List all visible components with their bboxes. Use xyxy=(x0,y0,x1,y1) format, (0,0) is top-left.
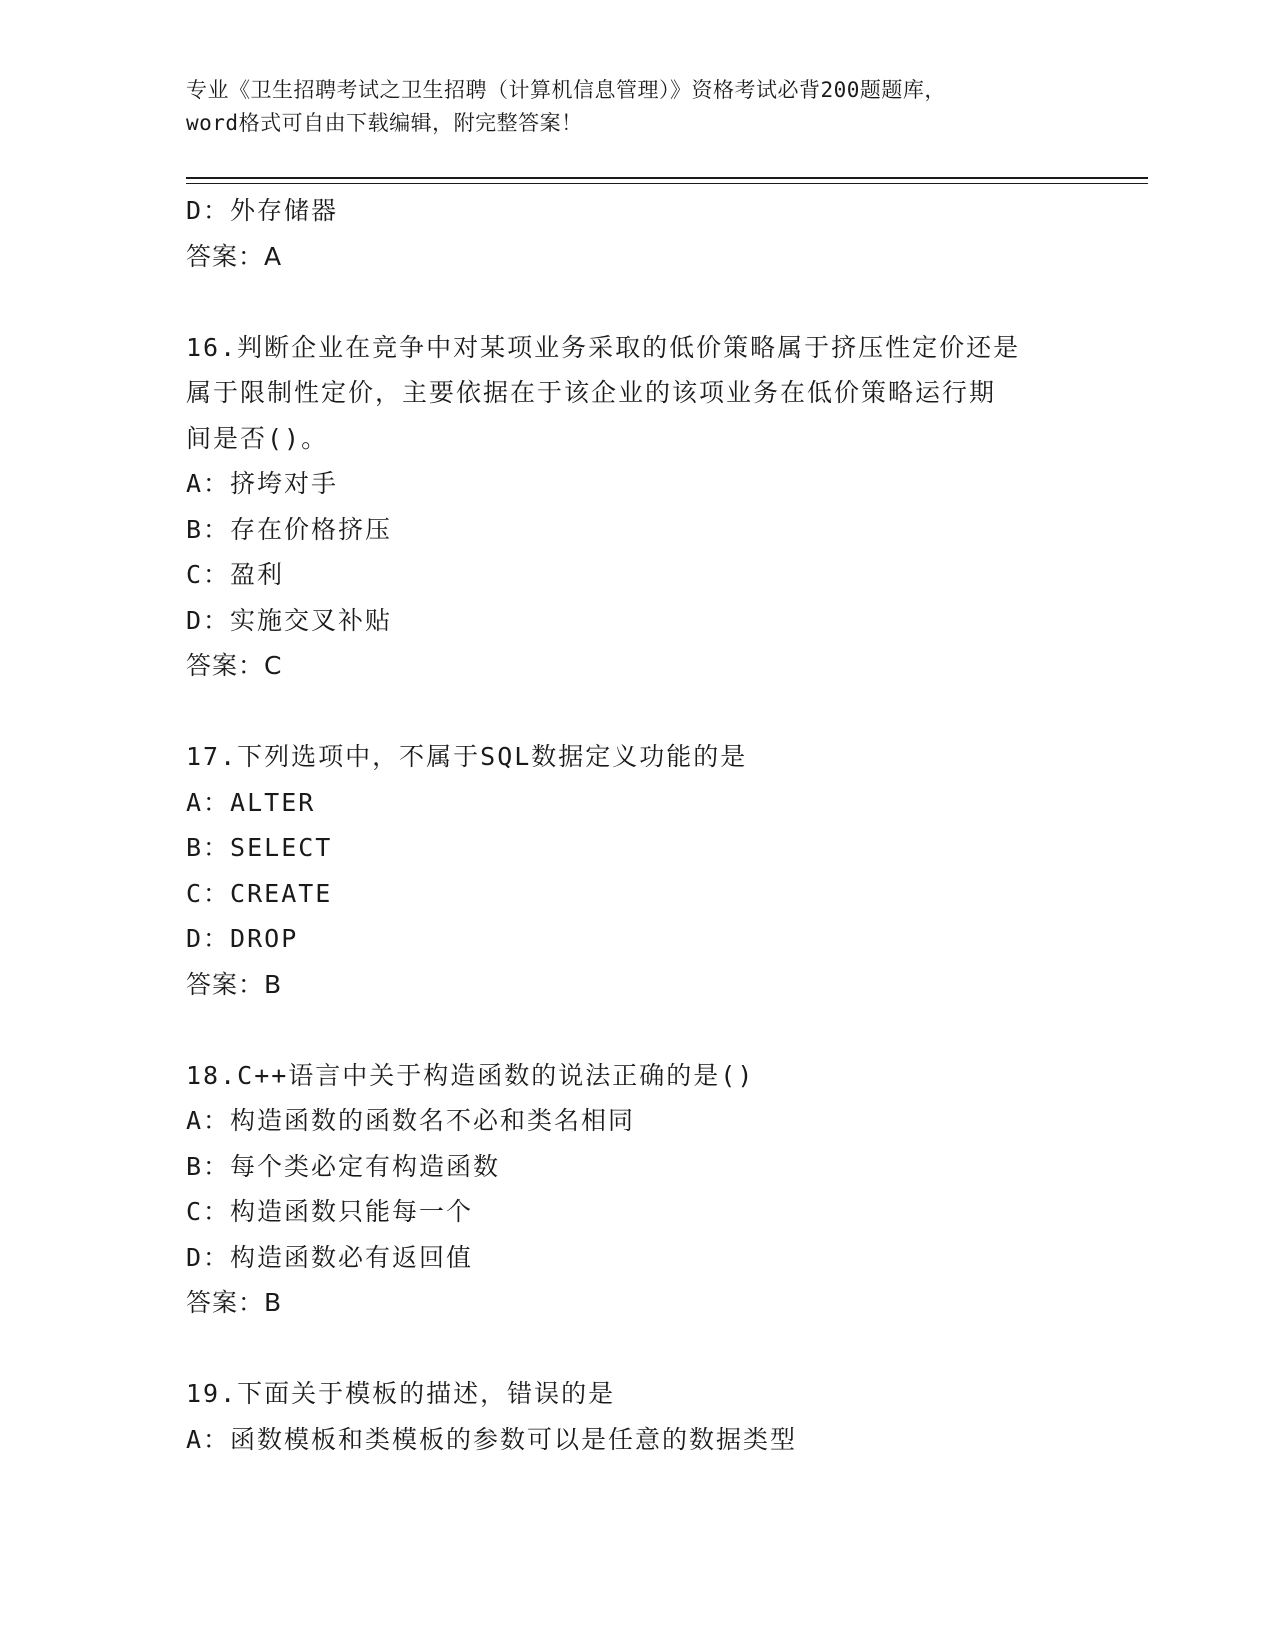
spacer xyxy=(186,279,1086,325)
answer-line: 答案：A xyxy=(186,241,283,271)
option-c: C：盈利 xyxy=(186,560,285,589)
option-c: C：构造函数只能每一个 xyxy=(186,1197,474,1226)
answer-line: 答案：C xyxy=(186,651,283,680)
question-16 xyxy=(186,325,1086,689)
spacer xyxy=(186,689,1086,735)
option-d: D：构造函数必有返回值 xyxy=(186,1242,474,1272)
option-a: A：ALTER xyxy=(186,787,316,817)
question-stem-line: 16.判断企业在竞争中对某项业务采取的低价策略属于挤压性定价还是 xyxy=(186,332,1021,362)
question-stem-line: 17.下列选项中，不属于SQL数据定义功能的是 xyxy=(186,742,748,771)
option-a: A：函数模板和类模板的参数可以是任意的数据类型 xyxy=(186,1424,798,1454)
option-d: D：外存储器 xyxy=(186,196,339,225)
question-19 xyxy=(186,1371,1086,1462)
spacer xyxy=(186,1326,1086,1372)
question-stem-line: 属于限制性定价，主要依据在于该企业的该项业务在低价策略运行期 xyxy=(186,378,997,407)
answer-line: 答案：B xyxy=(186,969,283,999)
spacer xyxy=(186,1007,1086,1053)
option-a: A：挤垮对手 xyxy=(186,469,339,498)
question-stem-line: 19.下面关于模板的描述，错误的是 xyxy=(186,1379,616,1408)
header-divider-thin xyxy=(186,183,1148,184)
header-divider-thick xyxy=(186,177,1148,179)
option-a: A：构造函数的函数名不必和类名相同 xyxy=(186,1106,636,1135)
option-b: B：存在价格挤压 xyxy=(186,514,393,544)
question-17 xyxy=(186,734,1086,1007)
header-title-line-2: word格式可自由下载编辑，附完整答案！ xyxy=(186,111,583,135)
question-stem-line: 18.C++语言中关于构造函数的说法正确的是() xyxy=(186,1060,755,1090)
document-header xyxy=(186,74,1086,140)
option-b: B：SELECT xyxy=(186,833,333,862)
option-c: C：CREATE xyxy=(186,878,333,908)
option-b: B：每个类必定有构造函数 xyxy=(186,1151,501,1181)
answer-line: 答案：B xyxy=(186,1288,283,1317)
question-stem-line: 间是否()。 xyxy=(186,423,329,453)
option-d: D：DROP xyxy=(186,924,299,953)
question-list xyxy=(186,188,1086,1462)
question-18 xyxy=(186,1053,1086,1326)
header-title-line-1: 专业《卫生招聘考试之卫生招聘（计算机信息管理）》资格考试必背200题题库， xyxy=(186,78,946,102)
option-d: D：实施交叉补贴 xyxy=(186,605,393,635)
